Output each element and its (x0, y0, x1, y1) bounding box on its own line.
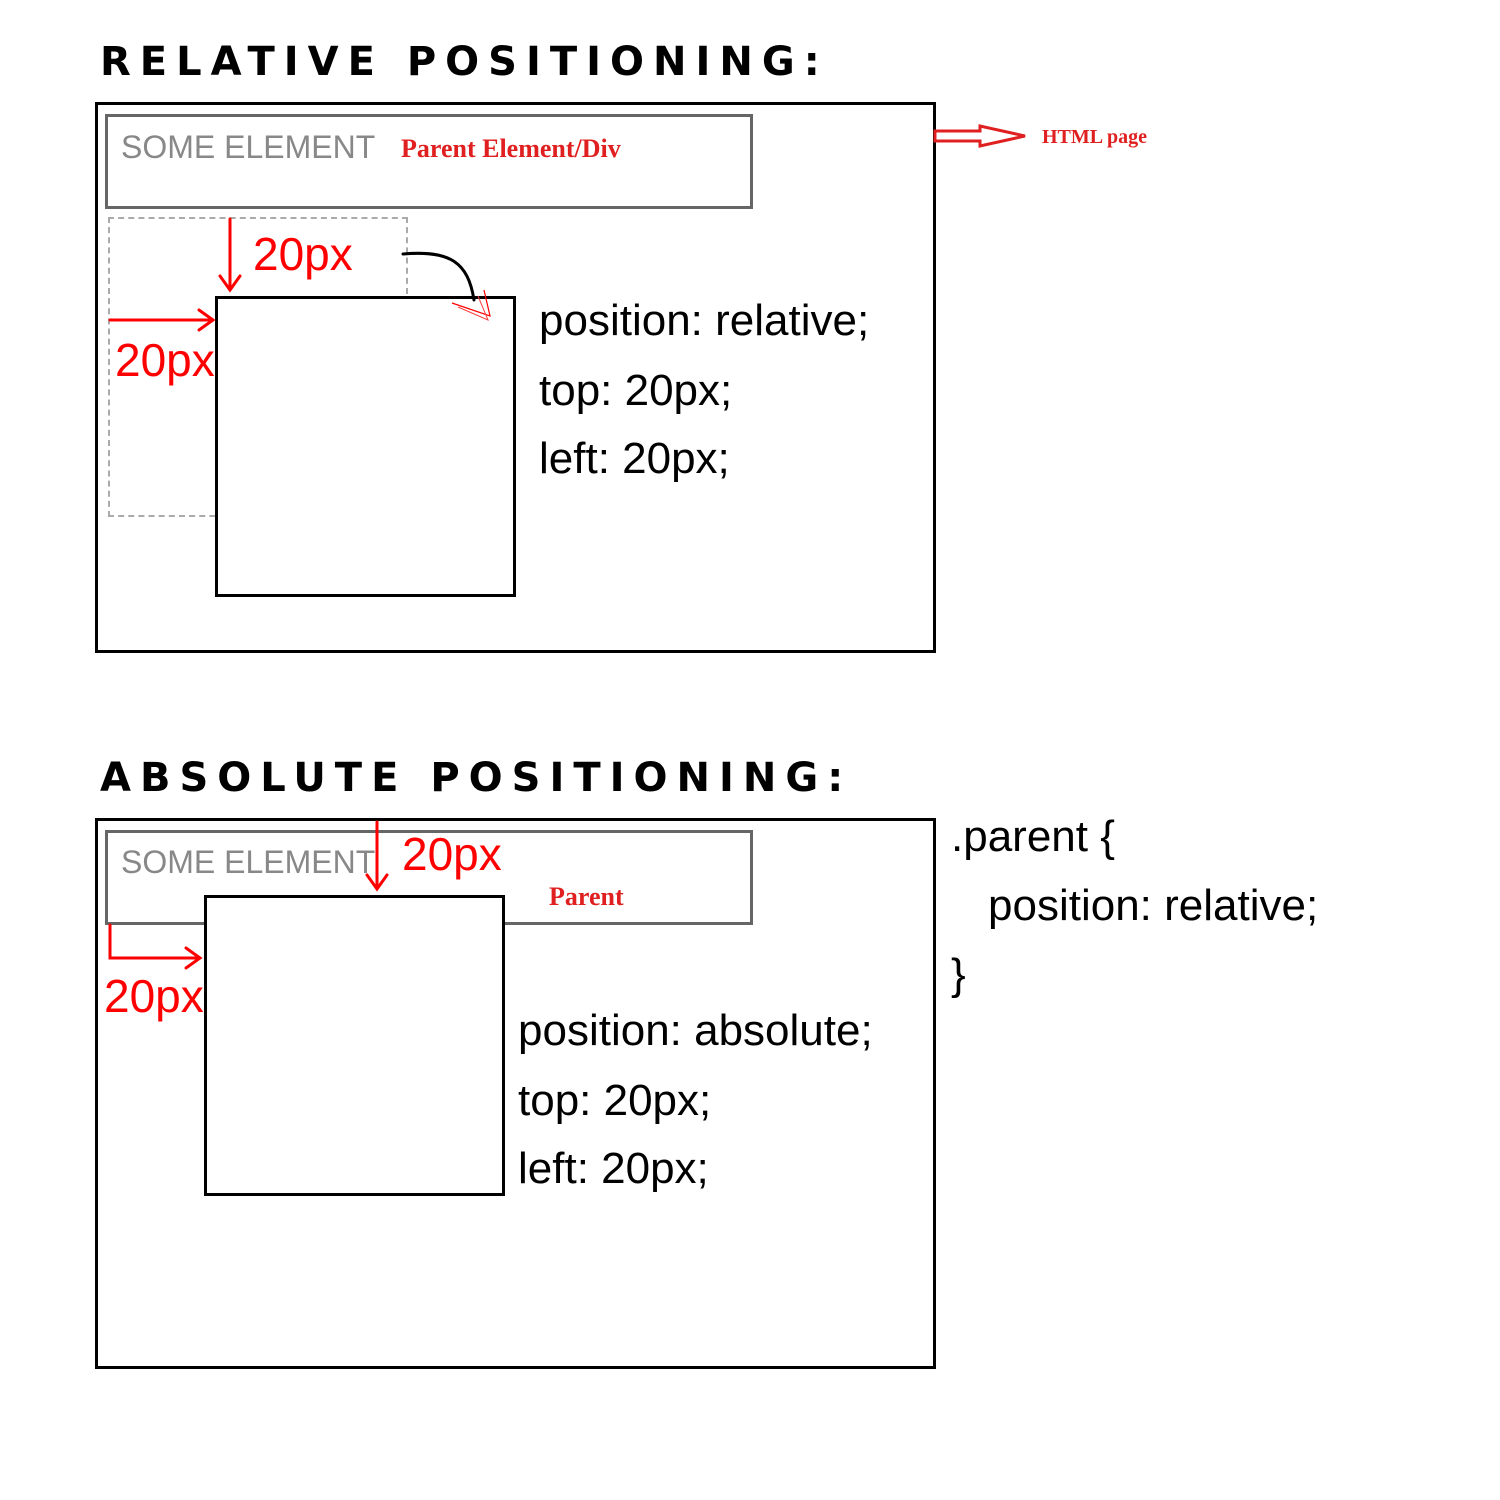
relative-css-position: position: relative; (539, 296, 870, 345)
absolute-heading: ABSOLUTE POSITIONING: (100, 755, 853, 801)
relative-parent-label: Parent Element/Div (401, 134, 621, 163)
relative-top-offset-label: 20px (253, 228, 353, 280)
absolute-css-top: top: 20px; (518, 1076, 712, 1125)
html-page-pointer-icon (935, 126, 1025, 146)
relative-left-offset-label: 20px (115, 334, 215, 386)
parent-css-selector: .parent { (951, 812, 1115, 861)
html-page-label: HTML page (1042, 126, 1148, 148)
parent-css-position: position: relative; (988, 881, 1319, 930)
relative-positioned-box (215, 296, 516, 597)
absolute-parent-label: Parent (549, 882, 624, 911)
absolute-css-left: left: 20px; (518, 1144, 709, 1193)
absolute-top-offset-label: 20px (402, 828, 502, 880)
relative-css-left: left: 20px; (539, 434, 730, 483)
absolute-some-element-label: SOME ELEMENT (121, 844, 376, 880)
relative-css-top: top: 20px; (539, 366, 733, 415)
absolute-css-position: position: absolute; (518, 1006, 873, 1055)
relative-some-element-label: SOME ELEMENT (121, 129, 376, 165)
relative-heading: RELATIVE POSITIONING: (100, 39, 829, 85)
absolute-positioned-box (204, 895, 505, 1196)
parent-css-close-brace: } (951, 950, 966, 999)
absolute-left-offset-label: 20px (104, 970, 204, 1022)
